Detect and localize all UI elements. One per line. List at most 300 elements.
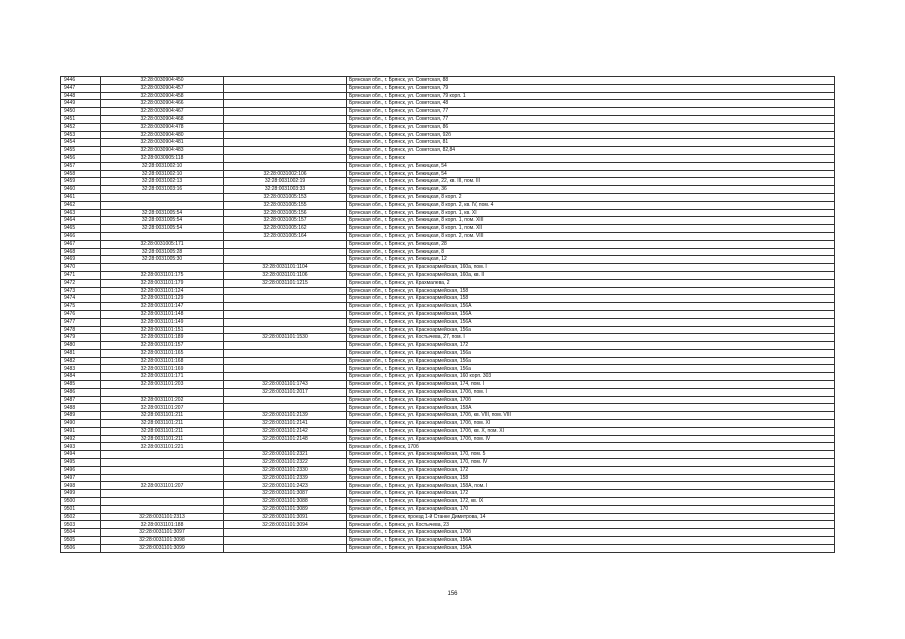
row-number-cell: 9452 bbox=[61, 123, 101, 131]
row-number-cell: 9504 bbox=[61, 529, 101, 537]
table-row bbox=[61, 287, 835, 295]
table-row bbox=[61, 373, 835, 381]
row-number-cell: 9506 bbox=[61, 544, 101, 552]
address-cell: Брянская обл., г. Брянск, ул. Советская, 79 корп. 1 bbox=[347, 92, 835, 100]
table-row bbox=[61, 92, 835, 100]
parcel-cadastral-cell: 32:28:0031101:3099 bbox=[101, 544, 224, 552]
parcel-cadastral-cell: 32:28:0031101:3097 bbox=[101, 529, 224, 537]
table-row bbox=[61, 154, 835, 162]
object-cadastral-cell bbox=[224, 154, 347, 162]
row-number-cell: 9469 bbox=[61, 256, 101, 264]
object-cadastral-cell bbox=[224, 162, 347, 170]
table-row bbox=[61, 505, 835, 513]
address-cell: Брянская обл., г. Брянск, ул. Крахмалева, 2 bbox=[347, 279, 835, 287]
table-row bbox=[61, 248, 835, 256]
object-cadastral-cell: 32:28:0031101:2148 bbox=[224, 435, 347, 443]
parcel-cadastral-cell bbox=[101, 498, 224, 506]
row-number-cell: 9505 bbox=[61, 537, 101, 545]
row-number-cell: 9476 bbox=[61, 310, 101, 318]
object-cadastral-cell bbox=[224, 443, 347, 451]
table-row bbox=[61, 482, 835, 490]
address-cell: Брянская обл., г. Брянск, ул. Костычева, 27, пом. I bbox=[347, 334, 835, 342]
parcel-cadastral-cell: 32:28:0031101:207 bbox=[101, 404, 224, 412]
row-number-cell: 9456 bbox=[61, 154, 101, 162]
object-cadastral-cell: 32:28:0031101:1106 bbox=[224, 271, 347, 279]
table-row bbox=[61, 256, 835, 264]
row-number-cell: 9451 bbox=[61, 115, 101, 123]
row-number-cell: 9465 bbox=[61, 225, 101, 233]
object-cadastral-cell: 32:28:0031101:3088 bbox=[224, 498, 347, 506]
table-row bbox=[61, 365, 835, 373]
parcel-cadastral-cell: 32:28:0031101:2313 bbox=[101, 513, 224, 521]
object-cadastral-cell bbox=[224, 404, 347, 412]
address-cell: Брянская обл., г. Брянск, ул. Красноармейская, 174, пом. I bbox=[347, 381, 835, 389]
row-number-cell: 9483 bbox=[61, 365, 101, 373]
parcel-cadastral-cell: 32:28:0031005:171 bbox=[101, 240, 224, 248]
object-cadastral-cell bbox=[224, 342, 347, 350]
table-row bbox=[61, 303, 835, 311]
parcel-cadastral-cell: 32:28:0031101:3098 bbox=[101, 537, 224, 545]
object-cadastral-cell: 32:28:0031101:2321 bbox=[224, 451, 347, 459]
object-cadastral-cell: 32:28:0031101:3091 bbox=[224, 513, 347, 521]
address-cell: Брянская обл., г. Брянск, ул. Красноармейская, 158А bbox=[347, 404, 835, 412]
table-row bbox=[61, 342, 835, 350]
table-row bbox=[61, 77, 835, 85]
row-number-cell: 9475 bbox=[61, 303, 101, 311]
table-row bbox=[61, 513, 835, 521]
address-cell: Брянская обл., г. Брянск, ул. Красноармейская, 156А bbox=[347, 544, 835, 552]
table-row bbox=[61, 544, 835, 552]
parcel-cadastral-cell: 32:28:0030904:480 bbox=[101, 131, 224, 139]
table-row bbox=[61, 443, 835, 451]
parcel-cadastral-cell: 32:28:0030904:468 bbox=[101, 115, 224, 123]
object-cadastral-cell: 32:28:0031101:1743 bbox=[224, 381, 347, 389]
address-cell: Брянская обл., г. Брянск, ул. Красноармейская, 170б, пом. I bbox=[347, 388, 835, 396]
address-cell: Брянская обл., г. Брянск, ул. Бежицкая, 54 bbox=[347, 170, 835, 178]
parcel-cadastral-cell bbox=[101, 474, 224, 482]
row-number-cell: 9496 bbox=[61, 466, 101, 474]
address-cell: Брянская обл., г. Брянск, ул. Красноармейская, 158 bbox=[347, 474, 835, 482]
address-cell: Брянская обл., г. Брянск, ул. Советская, 77 bbox=[347, 115, 835, 123]
object-cadastral-cell: 32:28:0031101:2322 bbox=[224, 459, 347, 467]
object-cadastral-cell: 32:28:0031101:2142 bbox=[224, 427, 347, 435]
row-number-cell: 9460 bbox=[61, 186, 101, 194]
address-cell: Брянская обл., г. Брянск bbox=[347, 154, 835, 162]
row-number-cell: 9499 bbox=[61, 490, 101, 498]
table-row bbox=[61, 420, 835, 428]
parcel-cadastral-cell bbox=[101, 490, 224, 498]
row-number-cell: 9447 bbox=[61, 84, 101, 92]
row-number-cell: 9490 bbox=[61, 420, 101, 428]
parcel-cadastral-cell bbox=[101, 232, 224, 240]
table-row bbox=[61, 459, 835, 467]
object-cadastral-cell: 32:28:0031005:157 bbox=[224, 217, 347, 225]
object-cadastral-cell bbox=[224, 326, 347, 334]
object-cadastral-cell: 32:28:0031002:19 bbox=[224, 178, 347, 186]
address-cell: Брянская обл., г. Брянск, ул. Красноармейская, 170, пом. 5 bbox=[347, 451, 835, 459]
address-cell: Брянская обл., г. Брянск, ул. Красноармейская, 158 bbox=[347, 287, 835, 295]
row-number-cell: 9464 bbox=[61, 217, 101, 225]
table-row bbox=[61, 84, 835, 92]
row-number-cell: 9484 bbox=[61, 373, 101, 381]
address-cell: Брянская обл., г. Брянск, ул. Бежицкая, 12 bbox=[347, 256, 835, 264]
row-number-cell: 9467 bbox=[61, 240, 101, 248]
parcel-cadastral-cell bbox=[101, 193, 224, 201]
address-cell: Брянская обл., г. Брянск, ул. Красноармейская, 172 bbox=[347, 466, 835, 474]
parcel-cadastral-cell: 32:28:0031005:54 bbox=[101, 217, 224, 225]
row-number-cell: 9503 bbox=[61, 521, 101, 529]
parcel-cadastral-cell bbox=[101, 201, 224, 209]
object-cadastral-cell bbox=[224, 349, 347, 357]
row-number-cell: 9446 bbox=[61, 77, 101, 85]
parcel-cadastral-cell: 32:28:0030904:478 bbox=[101, 123, 224, 131]
row-number-cell: 9478 bbox=[61, 326, 101, 334]
table-row bbox=[61, 318, 835, 326]
address-cell: Брянская обл., г. Брянск, ул. Красноармейская, 170 bbox=[347, 505, 835, 513]
object-cadastral-cell: 32:28:0031005:164 bbox=[224, 232, 347, 240]
address-cell: Брянская обл., г. Брянск, ул. Советская, 81 bbox=[347, 139, 835, 147]
parcel-cadastral-cell: 32:28:0031101:147 bbox=[101, 303, 224, 311]
row-number-cell: 9480 bbox=[61, 342, 101, 350]
address-cell: Брянская обл., г. Брянск, ул. Советская, 88 bbox=[347, 77, 835, 85]
address-cell: Брянская обл., г. Брянск, ул. Бежицкая, 8 bbox=[347, 248, 835, 256]
parcel-cadastral-cell: 32:28:0031005:54 bbox=[101, 225, 224, 233]
row-number-cell: 9454 bbox=[61, 139, 101, 147]
table-row bbox=[61, 334, 835, 342]
address-cell: Брянская обл., г. Брянск, ул. Красноармейская, 172, кв. IX bbox=[347, 498, 835, 506]
object-cadastral-cell bbox=[224, 92, 347, 100]
address-cell: Брянская обл., г. Брянск, ул. Красноармейская, 170, пом. IV bbox=[347, 459, 835, 467]
address-cell: Брянская обл., г. Брянск, ул. Красноармейская, 156А bbox=[347, 303, 835, 311]
row-number-cell: 9493 bbox=[61, 443, 101, 451]
object-cadastral-cell bbox=[224, 529, 347, 537]
table-row bbox=[61, 537, 835, 545]
parcel-cadastral-cell: 32:28:0031101:179 bbox=[101, 279, 224, 287]
row-number-cell: 9468 bbox=[61, 248, 101, 256]
address-cell: Брянская обл., г. Брянск, ул. Красноармейская, 170б bbox=[347, 396, 835, 404]
address-cell: Брянская обл., г. Брянск, ул. Бежицкая, 8 корп. 1, пом. XIII bbox=[347, 217, 835, 225]
row-number-cell: 9457 bbox=[61, 162, 101, 170]
parcel-cadastral-cell: 32:28:0031101:207 bbox=[101, 482, 224, 490]
parcel-cadastral-cell: 32:28:0031101:148 bbox=[101, 310, 224, 318]
address-cell: Брянская обл., г. Брянск, ул. Бежицкая, 54 bbox=[347, 162, 835, 170]
object-cadastral-cell: 32:28:0031101:1104 bbox=[224, 264, 347, 272]
object-cadastral-cell: 32:28:0031003:33 bbox=[224, 186, 347, 194]
object-cadastral-cell: 32:28:0031101:2017 bbox=[224, 388, 347, 396]
object-cadastral-cell: 32:28:0031101:3089 bbox=[224, 505, 347, 513]
object-cadastral-cell bbox=[224, 240, 347, 248]
address-cell: Брянская обл., г. Брянск, ул. Советская, 86 bbox=[347, 123, 835, 131]
table-row bbox=[61, 451, 835, 459]
address-cell: Брянская обл., г. Брянск, ул. Советская, 82,84 bbox=[347, 147, 835, 155]
table-row bbox=[61, 295, 835, 303]
parcel-cadastral-cell: 32:28:0031101:211 bbox=[101, 412, 224, 420]
parcel-cadastral-cell bbox=[101, 264, 224, 272]
row-number-cell: 9481 bbox=[61, 349, 101, 357]
parcel-cadastral-cell: 32:28:0030904:457 bbox=[101, 84, 224, 92]
address-cell: Брянская обл., г. Брянск, ул. Красноармейская, 170б bbox=[347, 529, 835, 537]
object-cadastral-cell bbox=[224, 100, 347, 108]
row-number-cell: 9495 bbox=[61, 459, 101, 467]
address-cell: Брянская обл., г. Брянск, ул. Бежицкая, 22, кв. III, пом. III bbox=[347, 178, 835, 186]
address-cell: Брянская обл., г. Брянск, ул. Красноармейская, 156а bbox=[347, 326, 835, 334]
row-number-cell: 9449 bbox=[61, 100, 101, 108]
row-number-cell: 9491 bbox=[61, 427, 101, 435]
row-number-cell: 9502 bbox=[61, 513, 101, 521]
table-row bbox=[61, 217, 835, 225]
row-number-cell: 9473 bbox=[61, 287, 101, 295]
row-number-cell: 9461 bbox=[61, 193, 101, 201]
object-cadastral-cell: 32:28:0031101:2339 bbox=[224, 474, 347, 482]
parcel-cadastral-cell: 32:28:0031101:124 bbox=[101, 287, 224, 295]
parcel-cadastral-cell: 32:28:0031101:211 bbox=[101, 427, 224, 435]
table-row bbox=[61, 310, 835, 318]
object-cadastral-cell: 32:28:0031005:162 bbox=[224, 225, 347, 233]
object-cadastral-cell bbox=[224, 295, 347, 303]
table-row bbox=[61, 404, 835, 412]
parcel-cadastral-cell: 32:28:0031101:188 bbox=[101, 521, 224, 529]
address-cell: Брянская обл., г. Брянск, ул. Красноармейская, 160а, кв. II bbox=[347, 271, 835, 279]
table-row bbox=[61, 240, 835, 248]
row-number-cell: 9455 bbox=[61, 147, 101, 155]
object-cadastral-cell: 32:28:0031002:106 bbox=[224, 170, 347, 178]
address-cell: Брянская обл., г. Брянск, ул. Красноармейская, 156а bbox=[347, 357, 835, 365]
parcel-cadastral-cell: 32:28:0031101:169 bbox=[101, 365, 224, 373]
table-row bbox=[61, 139, 835, 147]
table-row bbox=[61, 388, 835, 396]
row-number-cell: 9500 bbox=[61, 498, 101, 506]
row-number-cell: 9466 bbox=[61, 232, 101, 240]
parcel-cadastral-cell: 32:28:0031101:211 bbox=[101, 435, 224, 443]
row-number-cell: 9459 bbox=[61, 178, 101, 186]
registry-table bbox=[60, 76, 835, 553]
table-row bbox=[61, 232, 835, 240]
object-cadastral-cell: 32:28:0031101:3087 bbox=[224, 490, 347, 498]
row-number-cell: 9453 bbox=[61, 131, 101, 139]
address-cell: Брянская обл., г. Брянск, ул. Бежицкая, 8 корп. 2 bbox=[347, 193, 835, 201]
address-cell: Брянская обл., г. Брянск, ул. Красноармейская, 172 bbox=[347, 490, 835, 498]
parcel-cadastral-cell: 32:28:0031101:168 bbox=[101, 357, 224, 365]
registry-table-body bbox=[61, 77, 835, 553]
address-cell: Брянская обл., г. Брянск, ул. Красноармейская, 156а bbox=[347, 349, 835, 357]
address-cell: Брянская обл., г. Брянск, ул. Красноармейская, 170б, пом. IV bbox=[347, 435, 835, 443]
table-row bbox=[61, 209, 835, 217]
table-row bbox=[61, 412, 835, 420]
address-cell: Брянская обл., г. Брянск, ул. Бежицкая, 36 bbox=[347, 186, 835, 194]
table-row bbox=[61, 264, 835, 272]
parcel-cadastral-cell: 32:28:0031005:30 bbox=[101, 256, 224, 264]
table-row bbox=[61, 396, 835, 404]
table-row bbox=[61, 186, 835, 194]
object-cadastral-cell bbox=[224, 108, 347, 116]
parcel-cadastral-cell: 32:28:0031101:149 bbox=[101, 318, 224, 326]
object-cadastral-cell bbox=[224, 544, 347, 552]
parcel-cadastral-cell: 32:28:0030904:458 bbox=[101, 92, 224, 100]
parcel-cadastral-cell: 32:28:0031002:10 bbox=[101, 162, 224, 170]
row-number-cell: 9492 bbox=[61, 435, 101, 443]
object-cadastral-cell: 32:28:0031005:156 bbox=[224, 209, 347, 217]
table-row bbox=[61, 466, 835, 474]
object-cadastral-cell: 32:28:0031101:2141 bbox=[224, 420, 347, 428]
row-number-cell: 9486 bbox=[61, 388, 101, 396]
object-cadastral-cell: 32:28:0031101:1215 bbox=[224, 279, 347, 287]
parcel-cadastral-cell: 32:28:0031101:171 bbox=[101, 373, 224, 381]
row-number-cell: 9470 bbox=[61, 264, 101, 272]
object-cadastral-cell bbox=[224, 287, 347, 295]
table-row bbox=[61, 170, 835, 178]
address-cell: Брянская обл., г. Брянск, ул. Красноармейская, 160 корп. 303 bbox=[347, 373, 835, 381]
row-number-cell: 9463 bbox=[61, 209, 101, 217]
object-cadastral-cell bbox=[224, 131, 347, 139]
object-cadastral-cell bbox=[224, 147, 347, 155]
row-number-cell: 9494 bbox=[61, 451, 101, 459]
table-row bbox=[61, 326, 835, 334]
parcel-cadastral-cell: 32:28:0031005:28 bbox=[101, 248, 224, 256]
row-number-cell: 9487 bbox=[61, 396, 101, 404]
table-row bbox=[61, 131, 835, 139]
table-row bbox=[61, 108, 835, 116]
row-number-cell: 9472 bbox=[61, 279, 101, 287]
address-cell: Брянская обл., г. Брянск, ул. Бежицкая, 8 корп. 2, пом. VIII bbox=[347, 232, 835, 240]
object-cadastral-cell: 32:28:0031101:3094 bbox=[224, 521, 347, 529]
row-number-cell: 9479 bbox=[61, 334, 101, 342]
address-cell: Брянская обл., г. Брянск, 170б bbox=[347, 443, 835, 451]
parcel-cadastral-cell: 32:28:0031101:129 bbox=[101, 295, 224, 303]
parcel-cadastral-cell: 32:28:0031002:13 bbox=[101, 178, 224, 186]
address-cell: Брянская обл., г. Брянск, ул. Красноармейская, 170б, пом. XI bbox=[347, 420, 835, 428]
parcel-cadastral-cell bbox=[101, 459, 224, 467]
parcel-cadastral-cell bbox=[101, 388, 224, 396]
row-number-cell: 9471 bbox=[61, 271, 101, 279]
address-cell: Брянская обл., г. Брянск, ул. Бежицкая, 8 корп. 2, кв. IV, пом. 4 bbox=[347, 201, 835, 209]
table-row bbox=[61, 490, 835, 498]
object-cadastral-cell bbox=[224, 365, 347, 373]
address-cell: Брянская обл., г. Брянск, ул. Бежицкая, 28 bbox=[347, 240, 835, 248]
parcel-cadastral-cell: 32:28:0030905:118 bbox=[101, 154, 224, 162]
parcel-cadastral-cell: 32:28:0030904:481 bbox=[101, 139, 224, 147]
parcel-cadastral-cell: 32:28:0031101:203 bbox=[101, 381, 224, 389]
table-row bbox=[61, 427, 835, 435]
table-row bbox=[61, 271, 835, 279]
table-row bbox=[61, 435, 835, 443]
row-number-cell: 9448 bbox=[61, 92, 101, 100]
parcel-cadastral-cell: 32:28:0030904:467 bbox=[101, 108, 224, 116]
parcel-cadastral-cell: 32:28:0031101:151 bbox=[101, 326, 224, 334]
object-cadastral-cell bbox=[224, 310, 347, 318]
object-cadastral-cell: 32:28:0031005:155 bbox=[224, 201, 347, 209]
row-number-cell: 9477 bbox=[61, 318, 101, 326]
table-row bbox=[61, 521, 835, 529]
row-number-cell: 9498 bbox=[61, 482, 101, 490]
parcel-cadastral-cell: 32:28:0031005:54 bbox=[101, 209, 224, 217]
parcel-cadastral-cell: 32:28:0031101:175 bbox=[101, 271, 224, 279]
table-row bbox=[61, 123, 835, 131]
address-cell: Брянская обл., г. Брянск, ул. Красноармейская, 160а, пом. I bbox=[347, 264, 835, 272]
address-cell: Брянская обл., г. Брянск, ул. Красноармейская, 156А bbox=[347, 310, 835, 318]
address-cell: Брянская обл., г. Брянск, проезд 1-й Станке Димитрова, 14 bbox=[347, 513, 835, 521]
object-cadastral-cell bbox=[224, 77, 347, 85]
table-row bbox=[61, 100, 835, 108]
object-cadastral-cell bbox=[224, 248, 347, 256]
parcel-cadastral-cell bbox=[101, 505, 224, 513]
object-cadastral-cell bbox=[224, 396, 347, 404]
table-row bbox=[61, 349, 835, 357]
row-number-cell: 9488 bbox=[61, 404, 101, 412]
table-row bbox=[61, 225, 835, 233]
parcel-cadastral-cell: 32:28:0031101:189 bbox=[101, 334, 224, 342]
address-cell: Брянская обл., г. Брянск, ул. Бежицкая, 8 корп. 1, кв. XI bbox=[347, 209, 835, 217]
table-row bbox=[61, 279, 835, 287]
parcel-cadastral-cell: 32:28:0031003:16 bbox=[101, 186, 224, 194]
table-row bbox=[61, 498, 835, 506]
object-cadastral-cell bbox=[224, 318, 347, 326]
object-cadastral-cell: 32:28:0031101:1530 bbox=[224, 334, 347, 342]
address-cell: Брянская обл., г. Брянск, ул. Красноармейская, 158 bbox=[347, 295, 835, 303]
parcel-cadastral-cell: 32:28:0030904:483 bbox=[101, 147, 224, 155]
parcel-cadastral-cell: 32:28:0031101:202 bbox=[101, 396, 224, 404]
address-cell: Брянская обл., г. Брянск, ул. Красноармейская, 158А, пом. I bbox=[347, 482, 835, 490]
table-row bbox=[61, 162, 835, 170]
page-number: 156 bbox=[447, 591, 458, 597]
table-row bbox=[61, 357, 835, 365]
parcel-cadastral-cell: 32:28:0031101:157 bbox=[101, 342, 224, 350]
address-cell: Брянская обл., г. Брянск, ул. Советская, 79 bbox=[347, 84, 835, 92]
row-number-cell: 9462 bbox=[61, 201, 101, 209]
row-number-cell: 9485 bbox=[61, 381, 101, 389]
table-row bbox=[61, 147, 835, 155]
address-cell: Брянская обл., г. Брянск, ул. Советская, 77 bbox=[347, 108, 835, 116]
row-number-cell: 9489 bbox=[61, 412, 101, 420]
parcel-cadastral-cell bbox=[101, 466, 224, 474]
parcel-cadastral-cell bbox=[101, 451, 224, 459]
address-cell: Брянская обл., г. Брянск, ул. Красноармейская, 156А bbox=[347, 537, 835, 545]
table-row bbox=[61, 381, 835, 389]
parcel-cadastral-cell: 32:28:0031101:211 bbox=[101, 420, 224, 428]
row-number-cell: 9497 bbox=[61, 474, 101, 482]
row-number-cell: 9482 bbox=[61, 357, 101, 365]
row-number-cell: 9501 bbox=[61, 505, 101, 513]
table-row bbox=[61, 178, 835, 186]
object-cadastral-cell bbox=[224, 537, 347, 545]
parcel-cadastral-cell: 32:28:0031002:10 bbox=[101, 170, 224, 178]
parcel-cadastral-cell: 32:28:0031101:165 bbox=[101, 349, 224, 357]
parcel-cadastral-cell: 32:28:0030904:450 bbox=[101, 77, 224, 85]
object-cadastral-cell bbox=[224, 373, 347, 381]
object-cadastral-cell bbox=[224, 256, 347, 264]
object-cadastral-cell: 32:28:0031101:2139 bbox=[224, 412, 347, 420]
object-cadastral-cell bbox=[224, 123, 347, 131]
address-cell: Брянская обл., г. Брянск, ул. Советская, 48 bbox=[347, 100, 835, 108]
address-cell: Брянская обл., г. Брянск, ул. Красноармейская, 170б, кв. VIII, пом. VIII bbox=[347, 412, 835, 420]
parcel-cadastral-cell: 32:28:0031101:221 bbox=[101, 443, 224, 451]
table-row bbox=[61, 529, 835, 537]
address-cell: Брянская обл., г. Брянск, ул. Бежицкая, 8 корп. 1, пом. XII bbox=[347, 225, 835, 233]
address-cell: Брянская обл., г. Брянск, ул. Красноармейская, 156А bbox=[347, 318, 835, 326]
address-cell: Брянская обл., г. Брянск, ул. Советская, 92б bbox=[347, 131, 835, 139]
row-number-cell: 9458 bbox=[61, 170, 101, 178]
row-number-cell: 9450 bbox=[61, 108, 101, 116]
object-cadastral-cell bbox=[224, 84, 347, 92]
table-row bbox=[61, 474, 835, 482]
object-cadastral-cell: 32:28:0031101:2423 bbox=[224, 482, 347, 490]
table-row bbox=[61, 193, 835, 201]
object-cadastral-cell: 32:28:0031101:2330 bbox=[224, 466, 347, 474]
table-row bbox=[61, 201, 835, 209]
object-cadastral-cell bbox=[224, 115, 347, 123]
object-cadastral-cell bbox=[224, 139, 347, 147]
address-cell: Брянская обл., г. Брянск, ул. Красноармейская, 172 bbox=[347, 342, 835, 350]
address-cell: Брянская обл., г. Брянск, ул. Красноармейская, 156а bbox=[347, 365, 835, 373]
